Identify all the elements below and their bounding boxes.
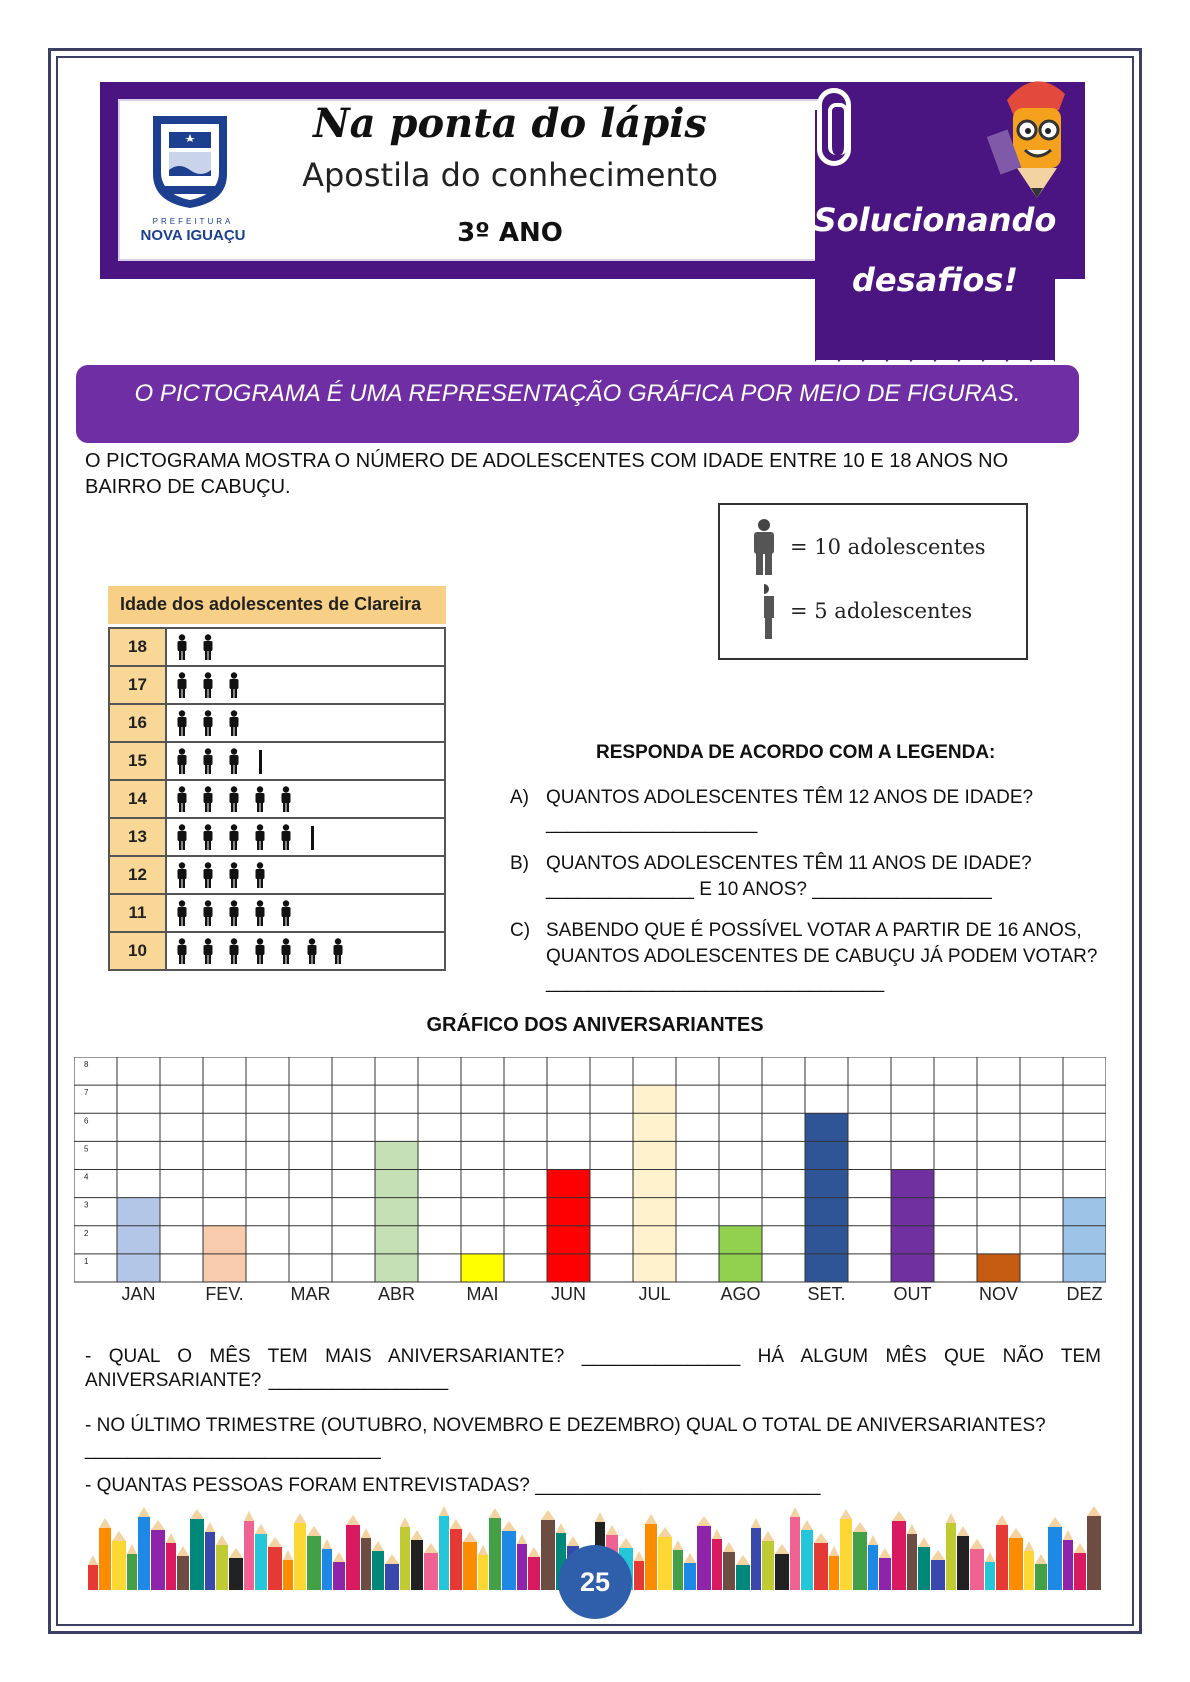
person-icon	[175, 938, 189, 964]
pictogram-figures	[166, 742, 445, 780]
pencil-icon	[970, 1539, 984, 1590]
logo-caption-bottom: NOVA IGUAÇU	[140, 227, 246, 244]
question-a-blank: ____________________	[546, 813, 758, 834]
legend-full	[750, 519, 986, 575]
x-category-label: OUT	[893, 1284, 932, 1302]
person-icon	[201, 862, 215, 888]
pencil-icon	[946, 1513, 956, 1590]
y-tick-label: 3	[84, 1200, 89, 1210]
pictogram-row	[109, 666, 445, 704]
x-category-label: JUL	[638, 1284, 671, 1302]
intro-text: O PICTOGRAMA MOSTRA O NÚMERO DE ADOLESCENTES COM IDADE ENTRE 10 E 18 ANOS NO BAIRRO DE CABUÇU.	[85, 450, 1009, 498]
person-icon	[253, 900, 267, 926]
person-icon	[175, 862, 189, 888]
pencil-icon	[255, 1524, 267, 1590]
pencil-icon	[1035, 1554, 1047, 1590]
pencil-icon	[166, 1533, 176, 1590]
question-a-label: A)	[510, 787, 529, 808]
pencil-icon	[268, 1537, 282, 1590]
pencil-icon	[879, 1548, 891, 1590]
pictogram-row	[109, 704, 445, 742]
header-title: Na ponta do lápis	[313, 100, 707, 147]
person-icon	[227, 710, 241, 736]
y-tick-label: 5	[84, 1144, 89, 1154]
definition-text: O PICTOGRAMA É UMA REPRESENTAÇÃO GRÁFICA POR MEIO DE FIGURAS.	[134, 380, 1021, 407]
pencil-icon	[411, 1530, 423, 1590]
pencil-mascot-icon	[985, 70, 1085, 200]
pencil-icon	[528, 1547, 540, 1590]
person-icon	[175, 786, 189, 812]
person-icon	[253, 862, 267, 888]
pencil-icon	[762, 1531, 774, 1590]
pencil-icon	[424, 1543, 438, 1590]
pencil-icon	[723, 1542, 735, 1590]
pencil-icon	[244, 1511, 254, 1590]
pictogram-row	[109, 894, 445, 932]
ribbon-line-1: Solucionando	[813, 201, 1057, 239]
person-icon	[331, 938, 345, 964]
person-icon	[279, 786, 293, 812]
pictogram-row	[109, 742, 445, 780]
person-icon	[201, 672, 215, 698]
person-icon	[279, 938, 293, 964]
pencil-icon	[1087, 1506, 1101, 1590]
pencil-icon	[385, 1554, 399, 1590]
pencil-icon	[985, 1552, 995, 1590]
pencil-icon	[645, 1514, 657, 1590]
person-icon	[201, 748, 215, 774]
pencil-icon	[450, 1519, 462, 1590]
pencil-icon	[112, 1531, 126, 1590]
pencil-icon	[127, 1544, 137, 1590]
person-icon	[279, 900, 293, 926]
pictogram-age: 14	[109, 780, 166, 818]
pictogram-age: 10	[109, 932, 166, 970]
person-icon	[175, 824, 189, 850]
bottom-question-3: - QUANTAS PESSOAS FORAM ENTREVISTADAS? ___________________________	[85, 1475, 821, 1496]
pictogram-figures	[166, 818, 445, 856]
pencil-icon	[697, 1516, 711, 1590]
pencil-icon	[957, 1526, 969, 1590]
person-icon	[175, 900, 189, 926]
chart-title: GRÁFICO DOS ANIVERSARIANTES	[426, 1014, 764, 1036]
y-tick-label: 7	[84, 1088, 89, 1098]
person-icon	[227, 748, 241, 774]
pictogram-row	[109, 856, 445, 894]
half-person-icon	[305, 824, 319, 850]
ribbon-zigzag	[815, 342, 1055, 362]
pencil-icon	[918, 1537, 930, 1590]
question-a-text: QUANTOS ADOLESCENTES TÊM 12 ANOS DE IDADE?	[546, 787, 1034, 808]
ribbon-line-2: desafios!	[851, 261, 1019, 299]
pencil-icon	[1048, 1517, 1062, 1590]
person-icon	[201, 786, 215, 812]
question-b-text: QUANTOS ADOLESCENTES TÊM 11 ANOS DE IDADE?	[546, 853, 1032, 874]
question-c-text: SABENDO QUE É POSSÍVEL VOTAR A PARTIR DE 16 ANOS, QUANTOS ADOLESCENTES DE CABUÇU JÁ PODEM VOTAR? ________________________________	[546, 920, 1098, 993]
pencil-icon	[1009, 1528, 1023, 1590]
pencil-icon	[216, 1535, 228, 1590]
pencil-icon	[502, 1521, 516, 1590]
person-icon	[750, 519, 778, 575]
paperclip-icon	[817, 88, 851, 166]
pictogram-age: 12	[109, 856, 166, 894]
x-category-label: FEV.	[205, 1284, 244, 1302]
question-b-label: B)	[510, 853, 529, 874]
x-category-label: MAI	[466, 1284, 499, 1302]
y-tick-label: 1	[84, 1256, 89, 1266]
pictogram-row	[109, 818, 445, 856]
pencil-icon	[88, 1555, 98, 1590]
birthday-bar-chart	[74, 1057, 1106, 1302]
pencil-icon	[138, 1507, 150, 1590]
bottom-question-1: - QUAL O MÊS TEM MAIS ANIVERSARIANTE? _______________ HÁ ALGUM MÊS QUE NÃO TEM ANIVERSARIANTE? _________________	[85, 1346, 1101, 1391]
pencil-icon	[712, 1529, 722, 1590]
pictogram-age: 17	[109, 666, 166, 704]
pencil-icon	[489, 1508, 501, 1590]
legend-half	[750, 583, 972, 639]
person-icon	[253, 824, 267, 850]
pencil-icon	[372, 1541, 384, 1590]
y-tick-label: 2	[84, 1228, 89, 1238]
chart-bar	[1063, 1198, 1106, 1282]
pencil-icon	[463, 1532, 477, 1590]
pencil-icon	[840, 1509, 852, 1590]
y-tick-label: 4	[84, 1172, 89, 1182]
pictogram-age: 15	[109, 742, 166, 780]
pictogram-age: 13	[109, 818, 166, 856]
pencil-icon	[541, 1510, 555, 1590]
pictogram-figures	[166, 704, 445, 742]
person-icon	[201, 938, 215, 964]
pencil-icon	[294, 1513, 306, 1590]
pencil-icon	[400, 1517, 410, 1590]
pictogram-figures	[166, 856, 445, 894]
person-icon	[253, 786, 267, 812]
pictogram-row	[109, 932, 445, 970]
header-subtitle: Apostila do conhecimento	[302, 156, 718, 194]
pencil-icon	[868, 1535, 878, 1590]
x-category-label: ABR	[377, 1284, 416, 1302]
pencil-icon	[829, 1546, 839, 1590]
questions-heading: RESPONDA DE ACORDO COM A LEGENDA:	[596, 742, 996, 763]
pencil-icon	[517, 1534, 527, 1590]
pencil-icon	[814, 1533, 828, 1590]
pencil-icon	[931, 1550, 945, 1590]
pencil-icon	[775, 1544, 789, 1590]
pencil-icon	[1074, 1543, 1086, 1590]
pictogram-age: 11	[109, 894, 166, 932]
pencil-icon	[190, 1509, 204, 1590]
coat-of-arms-icon	[145, 112, 235, 210]
person-icon	[227, 938, 241, 964]
pencil-icon	[439, 1506, 449, 1590]
x-category-label: JAN	[121, 1284, 156, 1302]
pencil-icon	[333, 1552, 345, 1590]
pictogram-age: 18	[109, 628, 166, 666]
pencil-icon	[346, 1515, 360, 1590]
pictogram-legend	[718, 503, 1028, 660]
pencil-icon	[361, 1528, 371, 1590]
x-category-label: NOV	[978, 1284, 1019, 1302]
person-icon	[227, 786, 241, 812]
question-b-line2: ______________ E 10 ANOS? _________________	[546, 879, 992, 900]
person-icon	[201, 710, 215, 736]
pictogram-figures	[166, 780, 445, 818]
y-tick-label: 8	[84, 1060, 89, 1069]
person-icon	[175, 710, 189, 736]
pictogram-table	[108, 627, 446, 971]
person-icon	[227, 672, 241, 698]
person-icon	[175, 672, 189, 698]
person-icon	[201, 900, 215, 926]
half-person-icon	[253, 748, 267, 774]
x-category-label: DEZ	[1066, 1284, 1103, 1302]
person-icon	[175, 748, 189, 774]
pencil-icon	[907, 1524, 917, 1590]
person-icon	[227, 862, 241, 888]
chart-bar	[375, 1141, 418, 1282]
legend-half-text: = 5 adolescentes	[790, 599, 973, 623]
x-category-label: SET.	[807, 1284, 846, 1302]
pencil-icon	[1063, 1530, 1073, 1590]
pencil-icon	[205, 1522, 215, 1590]
logo-caption-top: PREFEITURA	[152, 217, 234, 226]
pencil-icon	[151, 1520, 165, 1590]
pencil-icon	[658, 1527, 672, 1590]
chart-bar	[633, 1085, 676, 1282]
pencil-icon	[229, 1548, 243, 1590]
pictogram-figures	[166, 628, 445, 666]
person-icon	[279, 824, 293, 850]
pencil-icon	[751, 1518, 761, 1590]
pencil-icon	[478, 1545, 488, 1590]
legend-full-text: = 10 adolescentes	[790, 535, 986, 559]
pencil-icon	[283, 1550, 293, 1590]
pencil-icon	[177, 1546, 189, 1590]
pencil-icon	[322, 1539, 332, 1590]
pencil-icon	[99, 1518, 111, 1590]
person-icon	[227, 824, 241, 850]
pictogram-age: 16	[109, 704, 166, 742]
pencil-icon	[634, 1551, 644, 1590]
person-icon	[201, 634, 215, 660]
pictogram-title: Idade dos adolescentes de Clareira	[108, 586, 446, 624]
pencil-icon	[673, 1540, 683, 1590]
pencil-icon	[996, 1515, 1008, 1590]
pictogram-figures	[166, 894, 445, 932]
person-icon	[305, 938, 319, 964]
pictogram-figures	[166, 666, 445, 704]
pencil-icon	[736, 1555, 750, 1590]
bottom-question-2: - NO ÚLTIMO TRIMESTRE (OUTUBRO, NOVEMBRO E DEZEMBRO) QUAL O TOTAL DE ANIVERSARIANTES? ____________________________	[85, 1415, 1046, 1460]
pencil-icon	[684, 1553, 696, 1590]
x-category-label: MAR	[290, 1284, 331, 1302]
logo-caption	[133, 218, 253, 243]
pencil-icon	[307, 1526, 321, 1590]
page-number: 25	[558, 1545, 632, 1619]
pencil-icon	[1024, 1541, 1034, 1590]
pencil-icon	[790, 1507, 800, 1590]
pencil-icon	[892, 1511, 906, 1590]
x-category-label: JUN	[551, 1284, 586, 1302]
person-icon	[201, 824, 215, 850]
chart-bar	[117, 1198, 160, 1282]
pictogram-row	[109, 628, 445, 666]
pictogram-figures	[166, 932, 445, 970]
person-icon	[227, 900, 241, 926]
x-category-label: AGO	[720, 1284, 761, 1302]
question-c-label: C)	[510, 920, 531, 941]
y-tick-label: 6	[84, 1116, 89, 1126]
ribbon-text	[812, 190, 1058, 310]
chart-bar	[977, 1254, 1020, 1282]
person-icon	[175, 634, 189, 660]
half-person-icon	[750, 583, 778, 639]
pictogram-row	[109, 780, 445, 818]
person-icon	[253, 938, 267, 964]
chart-bar	[461, 1254, 504, 1282]
grade-label: 3º ANO	[457, 218, 563, 248]
pencil-icon	[853, 1522, 867, 1590]
pencil-icon	[801, 1520, 813, 1590]
